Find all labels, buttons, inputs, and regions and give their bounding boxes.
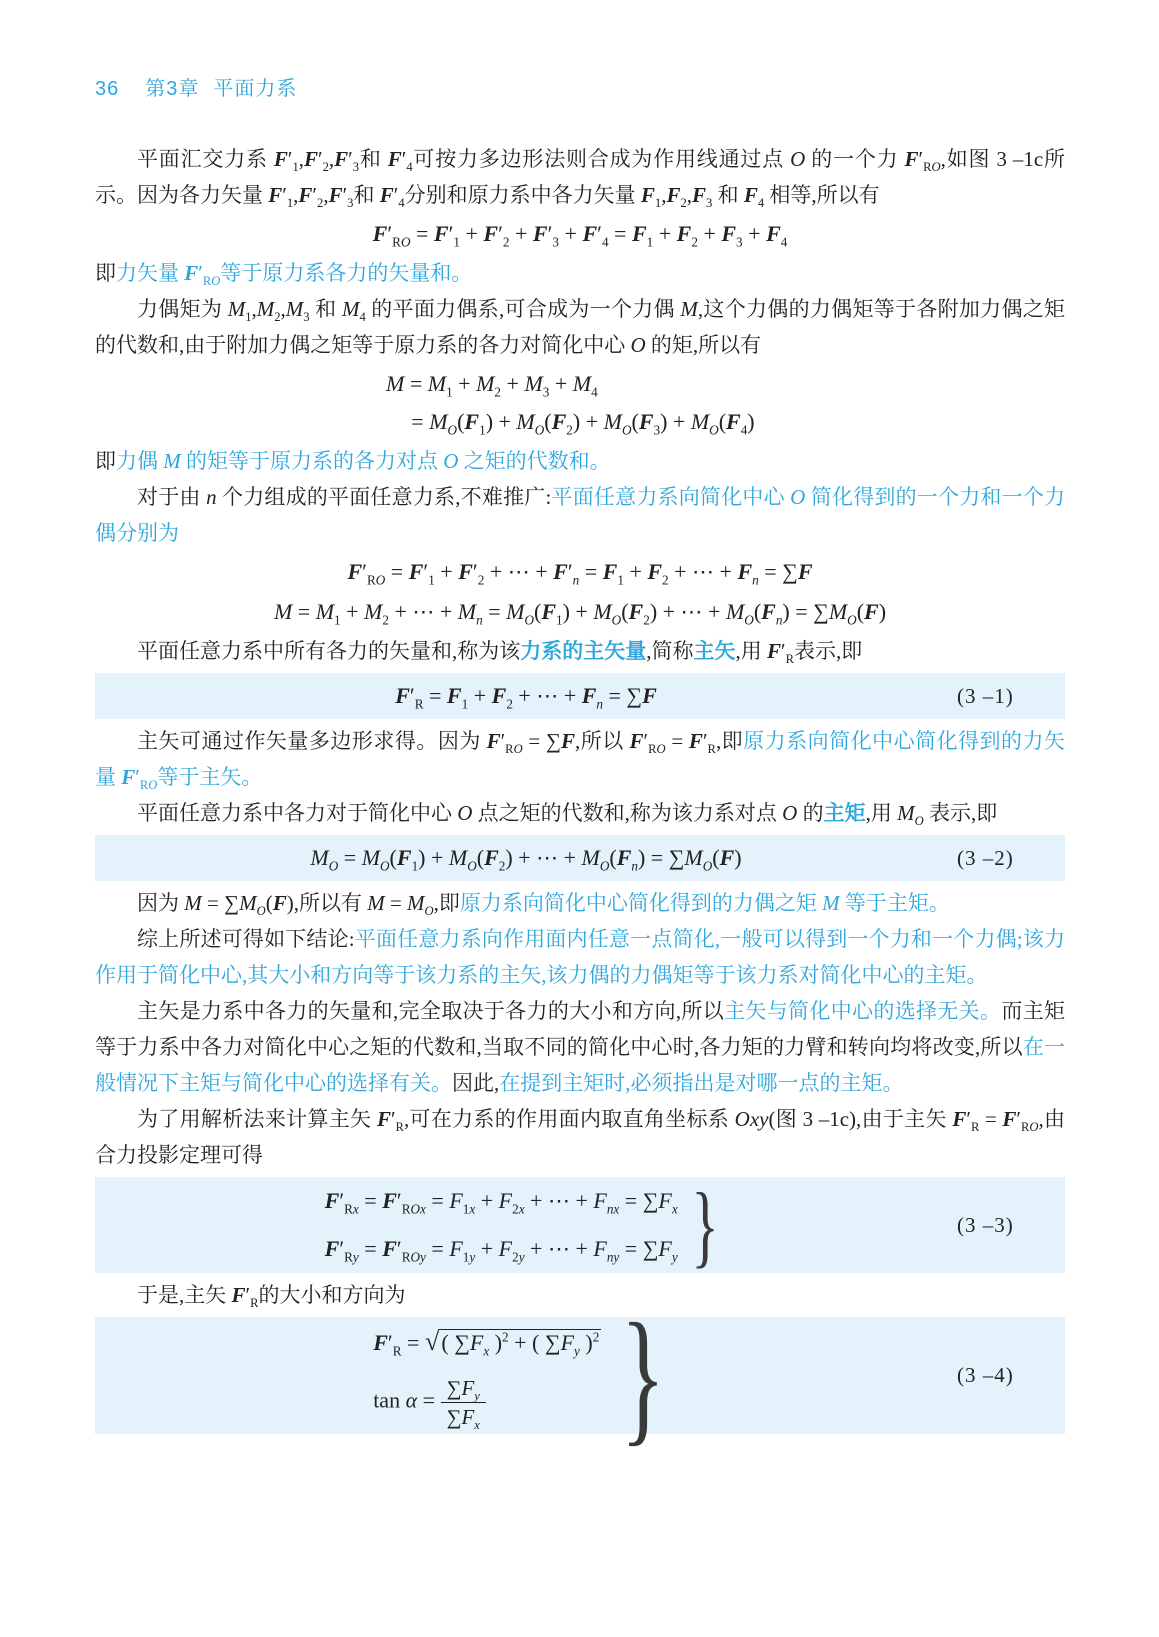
equation-general-moment: $M = M_1 + M_2$ + ⋯ + $M_n = M_O(F_1) + M_O(F_2)$ + ⋯ + $M_O(F_n) = \sum M_O(F)$: [273, 599, 887, 628]
formula-3-4-magnitude: $F'_R$ = √( $\sum F_x$ )$^2$ + ( $\sum F_y$ )$^2$: [373, 1326, 600, 1359]
note-force-vector-sum: 即力矢量 $F'_{RO}$等于原力系各力的矢量和。: [95, 261, 473, 289]
paragraph-analytic-method: 为了用解析法来计算主矢 $F'_R$,可在力系的作用面内取直角坐标系 Oxy(图 3 –1c),由于主矢 $F'_R = F'_{RO}$,由合力投影定理可得: [95, 1107, 1066, 1167]
paragraph-n-forces: 对于由 n 个力组成的平面任意力系,不难推广:平面任意力系向简化中心 O 简化得到的一个力和一个力偶分别为: [95, 485, 1066, 545]
formula-3-1: $F'_R = F_1 + F_2$ + ⋯ + $F_n = \sum F$: [395, 683, 657, 712]
formula-3-4-lines: [373, 1322, 601, 1433]
formula-3-3-lines: [325, 1182, 678, 1268]
formula-band-3-1: [95, 673, 1065, 719]
paragraph-concurrent-forces: 平面汇交力系 $F'_1,F'_2,F'_3$和 $F'_4$可按力多边形法则合成为作用线通过点 O 的一个力 $F'_{RO}$,如图 3 –1c所示。因为各力矢量 $F'_1,F'_2,F'_3$和 $F'_4$分别和原力系中各力矢量 $F_1,F_2,F_3$ 和 $F_4$ 相等,所以有: [95, 147, 1066, 211]
chapter-label: 第3章: [145, 78, 200, 100]
paragraph-moment-equals: 因为 $M = \sum M_O(F)$,所以有 $M = M_O$,即原力系向简化中心简化得到的力偶之矩 M 等于主矩。: [137, 891, 950, 919]
equation-number-3-2: (3 –2): [957, 845, 1014, 870]
equation-number-3-3: (3 –3): [957, 1212, 1014, 1237]
page-number: 36: [95, 78, 120, 100]
equation-couple-moment-4: [386, 365, 755, 441]
equation-number-3-1: (3 –1): [957, 683, 1014, 708]
chapter-title: 平面力系: [213, 78, 298, 100]
paragraph-independence: 主矢是力系中各力的矢量和,完全取决于各力的大小和方向,所以主矢与简化中心的选择无关。而主矩等于力系中各力对简化中心之矩的代数和,当取不同的简化中心时,各力矩的力臂和转向均将改变,所以在一般情况下主矩与简化中心的选择有关。因此,在提到主矩时,必须指出是对哪一点的主矩。: [95, 999, 1066, 1095]
paragraph-conclusion: 综上所述可得如下结论:平面任意力系向作用面内任意一点简化,一般可以得到一个力和一个力偶;该力作用于简化中心,其大小和方向等于该力系的主矢,该力偶的力偶矩等于该力系对简化中心的主矩。: [95, 927, 1065, 987]
formula-band-3-3: [95, 1174, 1065, 1276]
formula-3-4-direction: tan α = $\frac{\sum F_y}{\sum F_x}$: [373, 1376, 601, 1429]
paragraph-couple-system: 力偶矩为 $M_1,M_2,M_3$ 和 $M_4$ 的平面力偶系,可合成为一个力偶 M,这个力偶的力偶矩等于各附加力偶之矩的代数和,由于附加力偶之矩等于原力系的各力对简化中心 O 的矩,所以有: [95, 297, 1066, 357]
equation-number-3-4: (3 –4): [957, 1363, 1014, 1388]
formula-3-2: $M_O = M_O(F_1) + M_O(F_2)$ + ⋯ + $M_O(F_n) = \sum M_O(F)$: [310, 845, 742, 874]
equation-line: $M = M_1 + M_2 + M_3 + M_4$: [386, 371, 598, 400]
equation-line: = $M_O(F_1) + M_O(F_2) + M_O(F_3) + M_O(F_4)$: [411, 409, 755, 438]
paragraph-vector-polygon: 主矢可通过作矢量多边形求得。因为 $F'_{RO} = \sum F$,所以 $F'_{RO} = F'_R$,即原力系向简化中心简化得到的力矢量 $F'_{RO}$等于主矢。: [95, 729, 1066, 793]
formula-3-3-y: $F'_{Ry} = F'_{ROy} = F_{1y} + F_{2y}$ + ⋯ + $F_{ny} = \sum F_y$: [324, 1236, 678, 1265]
formula-band-3-2: [95, 835, 1065, 881]
page-header: [95, 72, 1065, 101]
formula-3-3-x: $F'_{Rx} = F'_{ROx} = F_{1x} + F_{2x}$ + ⋯ + $F_{nx} = \sum F_x$: [324, 1188, 678, 1217]
equation-general-force: $F'_{RO} = F'_1 + F'_2$ + ⋯ + $F'_n = F_1 + F_2$ + ⋯ + $F_n = \sum F$: [347, 559, 813, 588]
equation-resultant-force-4: $F'_{RO} = F'_1 + F'_2 + F'_3 + F'_4 = F_1 + F_2 + F_3 + F_4$: [372, 221, 788, 250]
paragraph-magnitude-direction: 于是,主矢 $F'_R$的大小和方向为: [137, 1283, 406, 1311]
paragraph-principal-vector-def: 平面任意力系中所有各力的矢量和,称为该力系的主矢量,简称主矢,用 $F'_R$表示,即: [137, 639, 863, 667]
formula-3-4: $F'_R$ = √( $\sum F_x$ )$^2$ + ( $\sum F_y$ )$^2$ tan α = $\frac{\sum F_y}{\sum F_x}$ }: [373, 1292, 666, 1459]
note-couple-moment: 即力偶 M 的矩等于原力系的各力对点 O 之矩的代数和。: [95, 449, 611, 473]
paragraph-principal-moment-def: 平面任意力系中各力对于简化中心 O 点之矩的代数和,称为该力系对点 O 的主矩,用 $M_O$ 表示,即: [137, 801, 998, 829]
formula-3-3: $F'_{Rx} = F'_{ROx} = F_{1x} + F_{2x}$ + ⋯ + $F_{nx} = \sum F_x$ $F'_{Ry} = F'_{ROy} = F_{1y} + F_{2y}$ + ⋯ + $F_{ny} = \sum F_y$ }: [324, 1174, 719, 1276]
